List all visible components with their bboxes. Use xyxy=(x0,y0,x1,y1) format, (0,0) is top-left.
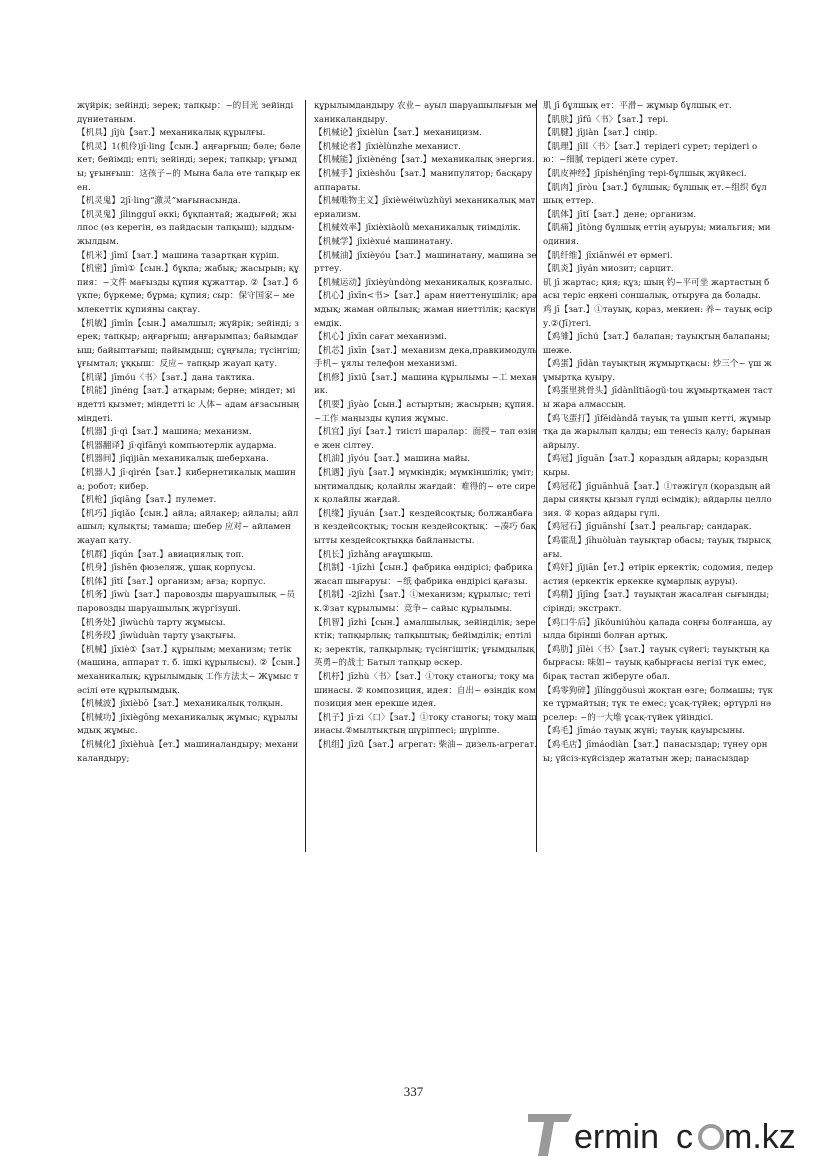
page-number: 337 xyxy=(403,1084,424,1099)
dictionary-entry: 【机械能】jīxiènéng【зат.】механикалық энергия. xyxy=(314,155,535,166)
dictionary-entry: 【机务处】jīwùchù тарту жұмысы. xyxy=(77,617,226,628)
dictionary-entry: 【肌炎】jīyán миозит; сарцит. xyxy=(543,264,674,275)
logo-text-b: c xyxy=(676,1118,693,1156)
dictionary-entry: 【鸡冠】jīguān【зат.】қораздың айдары; қораздың қыры. xyxy=(543,454,768,479)
dictionary-entry: 【机体】jītǐ【зат.】организм; ағза; корпус. xyxy=(77,576,266,587)
dictionary-entry: 【机米】jīmǐ【зат.】машина тазартқан күріш. xyxy=(77,250,280,261)
dictionary-entry: 【机械运动】jīxièyùndòng механикалық қозғалыс. xyxy=(314,277,533,288)
dictionary-entry: 【机械论】jīxièlùn【зат.】механицизм. xyxy=(314,128,482,139)
dictionary-entry: 【鸡毛】jīmáo тауық жүні; тауық қауырсыны. xyxy=(543,726,745,737)
dictionary-entry: 【机智】jīzhì【сын.】амалшылық, зейінділік; зеректік; тапқырлық; тапқыштық; бейімділік; ептілік; зеректік, тапқырлық; түсінгіштік; ұғымдылық 英勇~的战士 Батыл тапқыр әскер. xyxy=(314,617,536,669)
dictionary-entry: 【机具】jījù【зат.】механикалық құрылғы. xyxy=(77,128,266,139)
dictionary-entry: 【肌肉】jīròu【зат.】бұлшық; бұлшық ет.~组织 бұлшық еттер. xyxy=(543,182,767,207)
dictionary-entry: 【机械论者】jīxièlùnzhe механист. xyxy=(314,141,461,152)
dictionary-entry: 【鸡零狗碎】jīlínggǒusuì жоқтан өзге; болмашы; түкке тұрмайтын; түк те емес; ұсақ-түйек; әртүрлі нәрселер: ~的一大堆 ұсақ-түйек үйіндісі. xyxy=(543,685,773,723)
dictionary-entry: 【机械波】jīxièbō【зат.】механикалық толқын. xyxy=(77,699,284,710)
dictionary-entry: 【鸡蛋】jīdàn тауықтың жұмыртқасы: 炒三个~ үш жұмыртқа қуыру. xyxy=(543,359,772,383)
dictionary-entry: 【机身】jīshēn фюзеляж, ұшақ корпусы. xyxy=(77,563,256,574)
dictionary-entry: 【鸡肋】jīlèi〈书〉【зат.】тауық сүйегі; тауықтың қабырғасы: 味如~ тауық қабырғасы негізі түк емес, бірақ тастап жіберуге обал. xyxy=(543,644,770,682)
dictionary-entry: 【鸡雏】jīchú【зат.】балапан; тауықтың балапаны; шөже. xyxy=(543,332,771,356)
dictionary-entry: 【机群】jīqún【зат.】авиациялық топ. xyxy=(77,549,244,560)
dictionary-entry: 【机长】jīzhǎng ағаұшқыш. xyxy=(314,549,434,560)
dictionary-entry: 【肌皮神经】jīpíshénjīng тері-бұлшық жүйкесі. xyxy=(543,168,747,179)
dictionary-entry: 【鸡毛店】jīmáodiàn【зат.】панасыздар; түнеу орны; үйсіз-күйсіздер жататын жер; панасыздар xyxy=(543,739,768,764)
dictionary-entry: 【机械】jīxiè①【зат.】құрылым; механизм; тетік (машина, аппарат т. б. ішкі құрылысы). ②【сын.】механикалық; құрылымдық 工作方法太~ Жұмыс тәсілі өте құрылымдық. xyxy=(77,644,301,696)
dictionary-entry: 【机枪】jīqiāng【зат.】пулемет. xyxy=(77,495,217,506)
dictionary-entry: 【鸡精】jījīng【зат.】тауықтан жасалған сығынды; сірінді; экстракт. xyxy=(543,590,770,614)
dictionary-entry: 【机械学】jīxièxué машинатану. xyxy=(314,236,454,247)
dictionary-entry: 【鸡奸】jījiān【ет.】өтірік еркектік; содомия, педерастия (еркектік еркекке құмарлық ауруы). xyxy=(543,563,774,587)
terminkom-logo xyxy=(528,1108,808,1160)
dictionary-entry: 【机心】jīxīn сағат механизмі. xyxy=(314,332,447,343)
dictionary-entry: 【机要】jīyào【сын.】астыртын; жасырын; құпия.~工作 маңызды құпия жұмыс. xyxy=(314,400,535,424)
dictionary-entry: 【机械化】jīxièhuà【ет.】машиналандыру; механикаландыру; xyxy=(77,739,299,764)
dictionary-entry: 【机务段】jīwùduàn тарту ұзақтығы. xyxy=(77,631,237,642)
dictionary-column-3 xyxy=(543,100,773,766)
dictionary-entry: 【机务】jīwù【зат.】паровозды шаруашылық ~员 паровозды шаруашылық жүргізуші. xyxy=(77,590,295,614)
logo-text-c: m.kz xyxy=(724,1118,796,1156)
dictionary-entry: 【机器人】jī·qìrén【зат.】кибернетикалық машина; робот; кибер. xyxy=(77,468,296,492)
dictionary-entry: 【机械手】jīxièshǒu【зат.】манипулятор; басқару аппараты. xyxy=(314,168,533,193)
logo-ring-icon xyxy=(700,1126,722,1148)
dictionary-entry: 【机密】jīmì①【сын.】бұқпа; жабық; жасырын; құпия：~文件 мағызды құпия құжаттар. ②【зат.】бүкпе; бүркеме; бұрма; құпия; сыр：保守国家~ мемлекеттік құпияны сақтау. xyxy=(77,264,299,315)
dictionary-entry: 【机宜】jīyí【зат.】тиісті шаралар：面授~ тап өзіне жен сілтеу. xyxy=(314,427,537,451)
dictionary-column-2 xyxy=(314,100,538,753)
dictionary-entry: 【肌腱】jījiàn【зат.】сіңір. xyxy=(543,128,658,139)
dictionary-entry: 【机灵鬼】jīlingguǐ әккі; бұқпантай; жадығөй; жылпос (өз керегін, өз пайдасын тапқыш); ыддым-жылдым. xyxy=(77,209,297,247)
dictionary-entry: 【肌体】jītǐ【зат.】дене; организм. xyxy=(543,209,697,220)
dictionary-entry: 【肌痛】jītòng бұлшық еттің ауыруы; миальгия; миодиния. xyxy=(543,223,771,247)
dictionary-entry: 矶 jī жартас; қия; құз; шың 钓~平可坐 жартастың басы теріс еңкені соншалық, отыруға да болады. xyxy=(543,277,770,302)
column-divider-1 xyxy=(305,100,306,852)
dictionary-entry: 【机杼】jīzhù〈书〉【зат.】①тоқу станогы; тоқу машинасы. ② композиция, идея：自出~ өзіндік композиция мен ерекше идея. xyxy=(314,671,536,710)
dictionary-entry: 【机缘】jīyuán【зат.】кездейсоқтық; болжанбаған кездейсоқтық; тосын кездейсоқтық：~凑巧 бақытты кездейсоқтыққа байланысты. xyxy=(314,508,536,546)
dictionary-entry: құрылымдандыру 农业~ ауыл шаруашылығын механикаландыру. xyxy=(314,101,537,125)
dictionary-entry: жүйрік; зейінді; зерек; тапқыр：~的目光 зейінді дүниетаным. xyxy=(77,101,294,125)
dictionary-entry: 肌 jī бұлшық ет：平滑~ жұмыр бұлшық ет. xyxy=(543,101,732,111)
dictionary-entry: 【机灵鬼】2jī·ling“激灵”мағынасында. xyxy=(77,196,241,207)
dictionary-entry: 【鸡霍乱】jīhuòluàn тауықтар обасы; тауық тырысқағы. xyxy=(543,536,771,560)
dictionary-entry: 【机械油】jīxièyóu【зат.】машинатану, машина зерттеу. xyxy=(314,250,537,275)
dictionary-entry: 【肌理】jīlǐ〈书〉【зат.】терідегі сурет; терідегі ою：~细腻 терідегі жете сурет. xyxy=(543,141,758,166)
dictionary-entry: 【机谋】jīmóu〈书〉【зат.】дана тактика. xyxy=(77,372,255,383)
dictionary-entry: 【机器翻译】jī·qìfānyì компьютерлік аударма. xyxy=(77,440,277,451)
dictionary-entry: 【机制】-1jīzhì【сын.】фабрика өндірісі; фабрика жасап шығаруы：~纸 фабрика өндірісі қағазы. xyxy=(314,563,533,587)
dictionary-entry: 【机敏】jīmǐn【сын.】амалшыл; жүйрік; зейінді; зерек; тапқыр; аңғарғыш; аңғарымпаз; байымдағыш; байыптағыш; пайымдыш; сұңғыла; түсінгіш; ұғымтал; ұққыш：反应~ тапқыр жауап қату. xyxy=(77,318,301,370)
dictionary-entry: 【机巧】jīqiǎo【сын.】айла; айлакер; айлалы; айлашыл; құлықты; тамаша; шебер 应对~ айламен жауап қату. xyxy=(77,508,299,546)
dictionary-entry: 【机器间】jīqìjiān механикалық шеберхана. xyxy=(77,454,269,465)
dictionary-entry: 【机子】jī·zi〈口〉【зат.】①тоқу станогы; тоқу машинасы.②мылтықтың шүріппесі; шүріппе. xyxy=(314,712,537,737)
dictionary-entry: 【机芯】jīxīn【зат.】механизм дека,правкимодуль 手机~ ұялы телефон механизмі. xyxy=(314,345,537,370)
dictionary-entry: 【鸡冠花】jīguānhuā【зат.】①тәжігүл (қораздың айдары сияқты қызыл гүлді өсімдік); айдарлы целлозия. ② қораз айдары гүлі. xyxy=(543,481,772,519)
dictionary-entry: 【鸡蛋里挑骨头】jīdànlǐtiāogǔ·tou жұмыртқамен тасты жара алмассың. xyxy=(543,386,773,411)
dictionary-entry: 【机心】jīxīn<书>【зат.】арам ниеттенушілік; арамдық; жаман ойлылық; жаман ниеттілік; қаскүнемдік. xyxy=(314,291,538,329)
dictionary-entry: 【鸡冠石】jīguānshí【зат.】реальгар; сандарак. xyxy=(543,522,752,533)
dictionary-entry: 【机械唯物主义】jīxièwéiwùzhǔyì механикалық материализм. xyxy=(314,196,536,220)
dictionary-entry: 【机制】-2jīzhì【зат.】①механизм; құрылыс; тетік.②зат құрылымы：竞争~ сайыс құрылымы. xyxy=(314,590,531,614)
dictionary-entry: 【机油】jīyóu【зат.】машина майы. xyxy=(314,454,471,465)
dictionary-entry: 【肌纤维】jīxiānwéi ет өрмегі. xyxy=(543,250,673,261)
dictionary-entry: 【机组】jīzǔ【зат.】агрегат: 柴油~ дизель-агрегат. xyxy=(314,739,537,750)
dictionary-entry: 【鸡口牛后】jīkǒuniúhòu қалада соңғы болғанша, ауылда бірінші болған артық. xyxy=(543,617,773,642)
dictionary-entry: 【机能】jīnéng【зат.】атқарым; берне; міндет; міндетті қызмет; міндетті іс 人体~ адам ағзасының міндеті. xyxy=(77,386,300,424)
dictionary-column-1 xyxy=(77,100,301,766)
dictionary-entry: 鸡 jī【зат.】①тауық, қораз, мекиен: 养~ тауық өсіру.②(Jī)тегі. xyxy=(543,304,773,329)
dictionary-entry: 【机械效率】jīxièxiàolǜ механикалық тиімділік. xyxy=(314,223,521,234)
dictionary-entry: 【机灵】1(机伶)jī·ling【сын.】аңғарғыш; бәле; бәлекет; бейімді; епті; зейінді; зерек; тапқыр; ұғымды; ұғынғыш：这孩子~的 Мына бала өте тапқыр екен. xyxy=(77,141,301,193)
dictionary-entry: 【机修】jīxiū【зат.】машина құрылымы ~工 механик. xyxy=(314,372,538,397)
dictionary-entry: 【机器】jī·qì【зат.】машина; механизм. xyxy=(77,427,252,438)
dictionary-entry: 【肌肤】jīfū〈书〉【зат.】тері. xyxy=(543,114,669,125)
dictionary-entry: 【鸡飞蛋打】jīfēidàndǎ тауық та ұшып кетті, жұмыртқа да жарылып қалды; еш тенесіз қалу; барынан айрылу. xyxy=(543,413,771,451)
logo-text-a: ermin xyxy=(574,1118,660,1156)
dictionary-entry: 【机械功】jīxiègōng механикалық жұмыс; құрылымдық жұмыс. xyxy=(77,712,298,737)
dictionary-entry: 【机遇】jīyù【зат.】мүмкіндік; мүмкіншілік; үміт; ыңтималдық; қолайлы жағдай：难得的~ өте сирек қолайлы жағдай. xyxy=(314,468,536,506)
